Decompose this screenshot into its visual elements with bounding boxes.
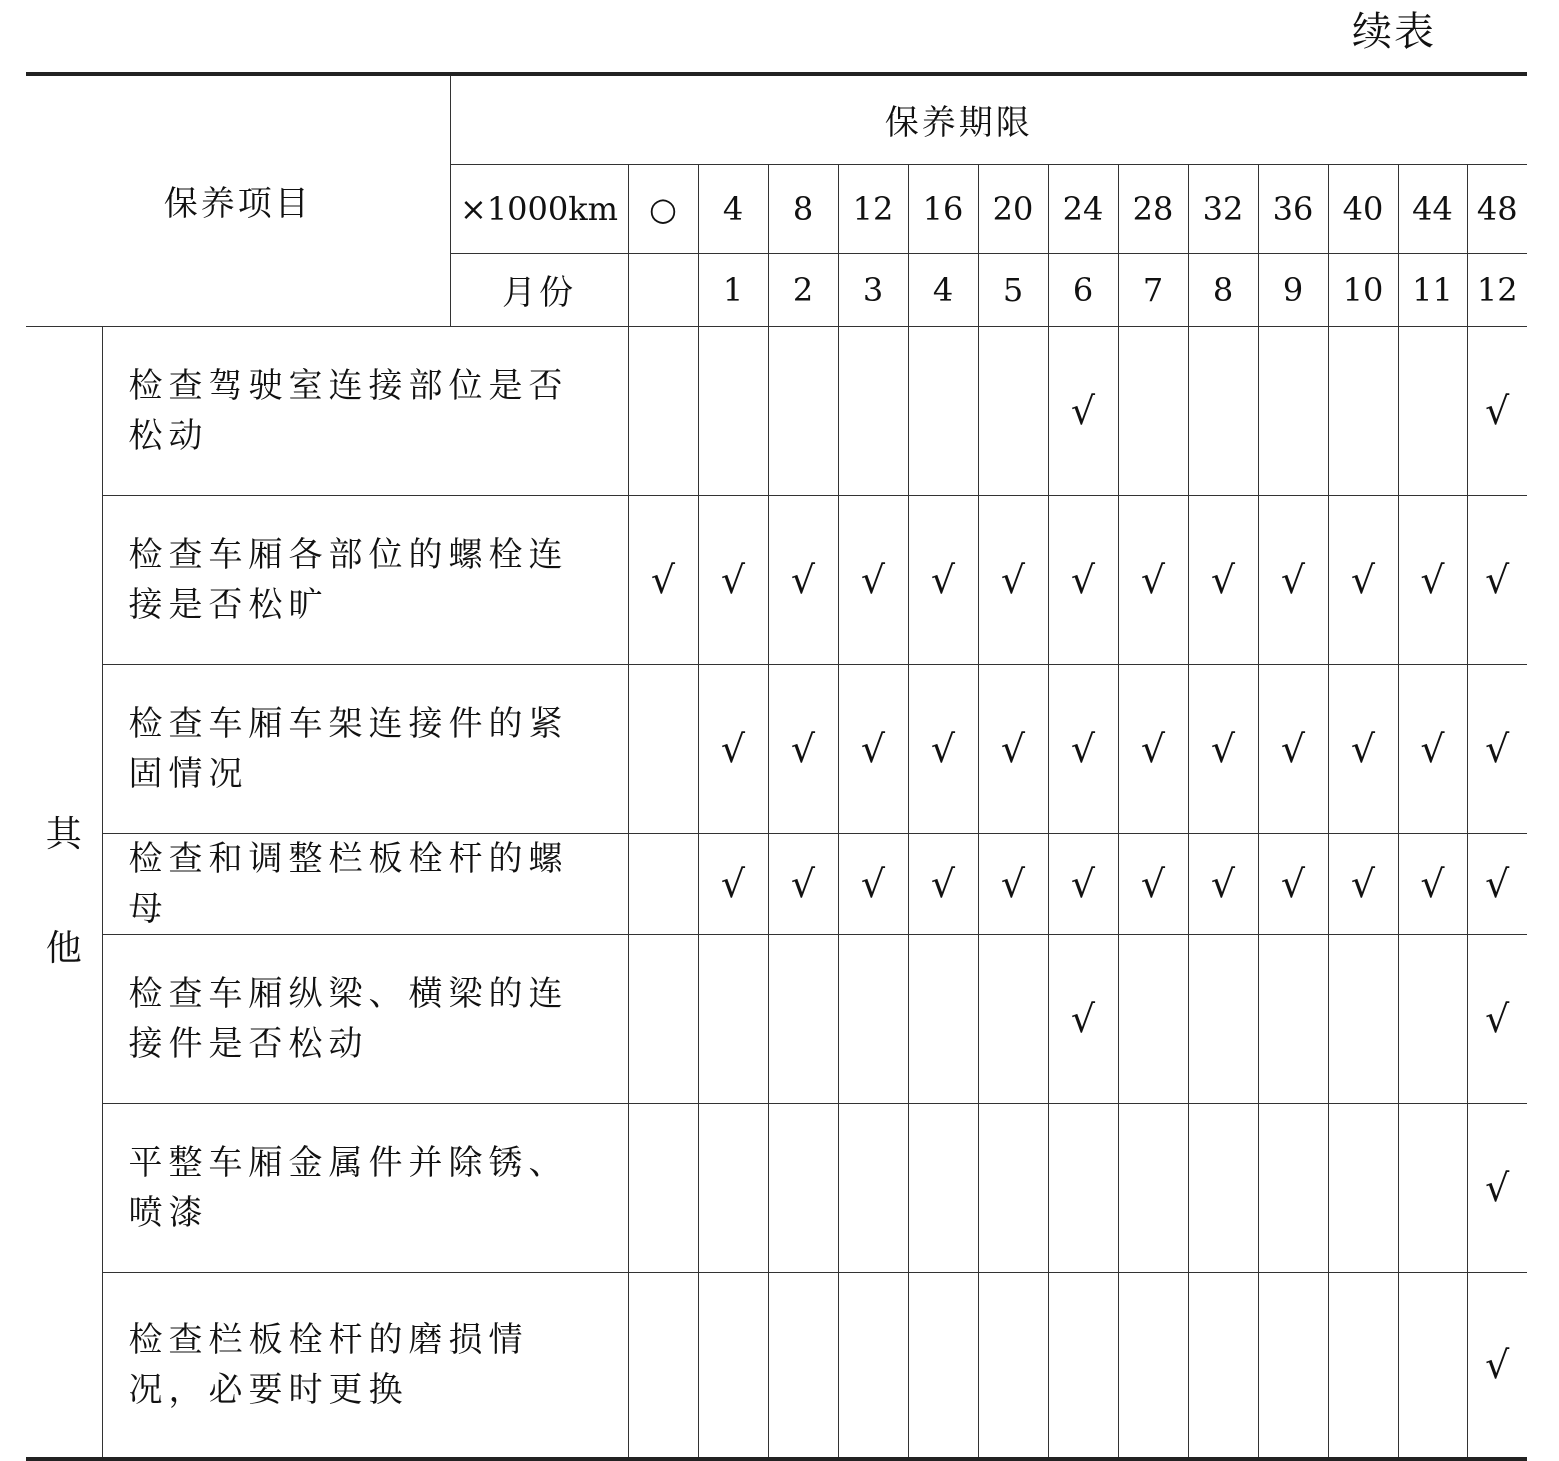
group-label-char: 他	[45, 927, 82, 969]
empty-cell	[1258, 934, 1328, 1103]
km-value: 4	[698, 164, 768, 253]
initial-month-cell	[628, 253, 698, 326]
check-mark-cell: √	[978, 833, 1048, 934]
empty-cell	[838, 934, 908, 1103]
empty-cell	[978, 326, 1048, 495]
empty-cell	[698, 934, 768, 1103]
group-label	[26, 326, 102, 1459]
empty-cell	[1398, 326, 1467, 495]
check-mark-cell: √	[768, 833, 838, 934]
check-mark-cell: √	[768, 664, 838, 833]
maintenance-item-text: 平整车厢金属件并除锈、喷漆	[102, 1103, 628, 1272]
km-value: 20	[978, 164, 1048, 253]
empty-cell	[838, 326, 908, 495]
check-mark-cell: √	[628, 495, 698, 664]
maintenance-item-text: 检查和调整栏板栓杆的螺母	[102, 833, 628, 934]
table-row	[26, 326, 1527, 495]
month-value: 12	[1467, 253, 1527, 326]
month-unit-label: 月份	[450, 253, 628, 326]
empty-cell	[1398, 934, 1467, 1103]
km-value: 48	[1467, 164, 1527, 253]
empty-cell	[1188, 1272, 1258, 1459]
check-mark-cell: √	[1258, 664, 1328, 833]
period-header: 保养期限	[450, 74, 1467, 164]
month-value: 11	[1398, 253, 1467, 326]
empty-cell	[698, 1272, 768, 1459]
empty-cell	[1258, 1272, 1328, 1459]
check-mark-cell: √	[768, 495, 838, 664]
check-mark-cell: √	[908, 495, 978, 664]
empty-cell	[1258, 326, 1328, 495]
check-mark-cell: √	[1467, 934, 1527, 1103]
empty-cell	[768, 326, 838, 495]
month-value: 5	[978, 253, 1048, 326]
check-mark-cell: √	[1328, 833, 1398, 934]
empty-cell	[698, 1103, 768, 1272]
empty-cell	[1118, 1272, 1188, 1459]
table-row	[26, 1103, 1527, 1272]
empty-cell	[1328, 326, 1398, 495]
check-mark-cell: √	[838, 495, 908, 664]
empty-cell	[1118, 1103, 1188, 1272]
month-value: 9	[1258, 253, 1328, 326]
empty-cell	[1398, 1272, 1467, 1459]
table-row	[26, 664, 1527, 833]
empty-cell	[628, 664, 698, 833]
empty-cell	[908, 1103, 978, 1272]
empty-cell	[838, 1103, 908, 1272]
empty-cell	[978, 1272, 1048, 1459]
maintenance-item-text: 检查驾驶室连接部位是否松动	[102, 326, 628, 495]
check-mark-cell: √	[908, 664, 978, 833]
check-mark-cell: √	[1048, 934, 1118, 1103]
month-value: 3	[838, 253, 908, 326]
empty-cell	[1048, 1103, 1118, 1272]
empty-cell	[908, 326, 978, 495]
km-value: 40	[1328, 164, 1398, 253]
check-mark-cell: √	[838, 833, 908, 934]
check-mark-cell: √	[1188, 495, 1258, 664]
check-mark-cell: √	[1048, 326, 1118, 495]
check-mark-cell: √	[1258, 833, 1328, 934]
check-mark-cell: √	[698, 664, 768, 833]
empty-cell	[838, 1272, 908, 1459]
maintenance-item-text: 检查车厢纵梁、横梁的连接件是否松动	[102, 934, 628, 1103]
table-row	[26, 1272, 1527, 1459]
table-row	[26, 833, 1527, 934]
check-mark-cell: √	[1328, 495, 1398, 664]
empty-cell	[908, 934, 978, 1103]
check-mark-cell: √	[698, 833, 768, 934]
check-mark-cell: √	[978, 664, 1048, 833]
continued-caption: 续表	[1352, 9, 1436, 55]
maintenance-item-text: 检查栏板栓杆的磨损情况，必要时更换	[102, 1272, 628, 1459]
empty-cell	[1048, 1272, 1118, 1459]
check-mark-cell: √	[1048, 833, 1118, 934]
check-mark-cell: √	[908, 833, 978, 934]
empty-cell	[1118, 326, 1188, 495]
empty-cell	[768, 1103, 838, 1272]
km-value: 36	[1258, 164, 1328, 253]
km-value: 44	[1398, 164, 1467, 253]
check-mark-cell: √	[1328, 664, 1398, 833]
km-value: 16	[908, 164, 978, 253]
empty-cell	[1188, 934, 1258, 1103]
empty-cell	[768, 1272, 838, 1459]
km-value: 24	[1048, 164, 1118, 253]
check-mark-cell: √	[978, 495, 1048, 664]
empty-cell	[1258, 1103, 1328, 1272]
empty-cell	[1328, 934, 1398, 1103]
km-value: 8	[768, 164, 838, 253]
month-value: 1	[698, 253, 768, 326]
empty-cell	[1188, 1103, 1258, 1272]
check-mark-cell: √	[1467, 1272, 1527, 1459]
empty-cell	[628, 326, 698, 495]
month-value: 7	[1118, 253, 1188, 326]
check-mark-cell: √	[1467, 326, 1527, 495]
km-value: 28	[1118, 164, 1188, 253]
empty-cell	[698, 326, 768, 495]
km-unit-label: ×1000km	[450, 164, 628, 253]
empty-cell	[1188, 326, 1258, 495]
month-value: 4	[908, 253, 978, 326]
check-mark-cell: √	[1048, 664, 1118, 833]
item-column-header: 保养项目	[26, 74, 450, 326]
km-value: 12	[838, 164, 908, 253]
empty-cell	[978, 1103, 1048, 1272]
check-mark-cell: √	[1188, 833, 1258, 934]
check-mark-cell: √	[1398, 664, 1467, 833]
empty-cell	[628, 1272, 698, 1459]
empty-cell	[768, 934, 838, 1103]
empty-cell	[908, 1272, 978, 1459]
empty-cell	[1398, 1103, 1467, 1272]
empty-cell	[628, 1103, 698, 1272]
check-mark-cell: √	[1398, 495, 1467, 664]
check-mark-cell: √	[1398, 833, 1467, 934]
empty-cell	[628, 934, 698, 1103]
month-value: 2	[768, 253, 838, 326]
check-mark-cell: √	[698, 495, 768, 664]
table-row	[26, 495, 1527, 664]
empty-cell	[978, 934, 1048, 1103]
check-mark-cell: √	[1118, 833, 1188, 934]
empty-cell	[1328, 1272, 1398, 1459]
group-label-char: 其	[45, 813, 82, 855]
table-row	[26, 934, 1527, 1103]
check-mark-cell: √	[1118, 664, 1188, 833]
check-mark-cell: √	[1467, 833, 1527, 934]
check-mark-cell: √	[1467, 495, 1527, 664]
maintenance-schedule-table	[26, 72, 1527, 1461]
maintenance-item-text: 检查车厢车架连接件的紧固情况	[102, 664, 628, 833]
km-value: 32	[1188, 164, 1258, 253]
check-mark-cell: √	[1118, 495, 1188, 664]
check-mark-cell: √	[1258, 495, 1328, 664]
empty-cell	[1328, 1103, 1398, 1272]
maintenance-item-text: 检查车厢各部位的螺栓连接是否松旷	[102, 495, 628, 664]
check-mark-cell: √	[1467, 1103, 1527, 1272]
check-mark-cell: √	[1467, 664, 1527, 833]
check-mark-cell: √	[838, 664, 908, 833]
month-value: 8	[1188, 253, 1258, 326]
check-mark-cell: √	[1188, 664, 1258, 833]
empty-cell	[1118, 934, 1188, 1103]
month-value: 6	[1048, 253, 1118, 326]
empty-cell	[628, 833, 698, 934]
initial-column-symbol: ○	[628, 164, 698, 253]
check-mark-cell: √	[1048, 495, 1118, 664]
month-value: 10	[1328, 253, 1398, 326]
